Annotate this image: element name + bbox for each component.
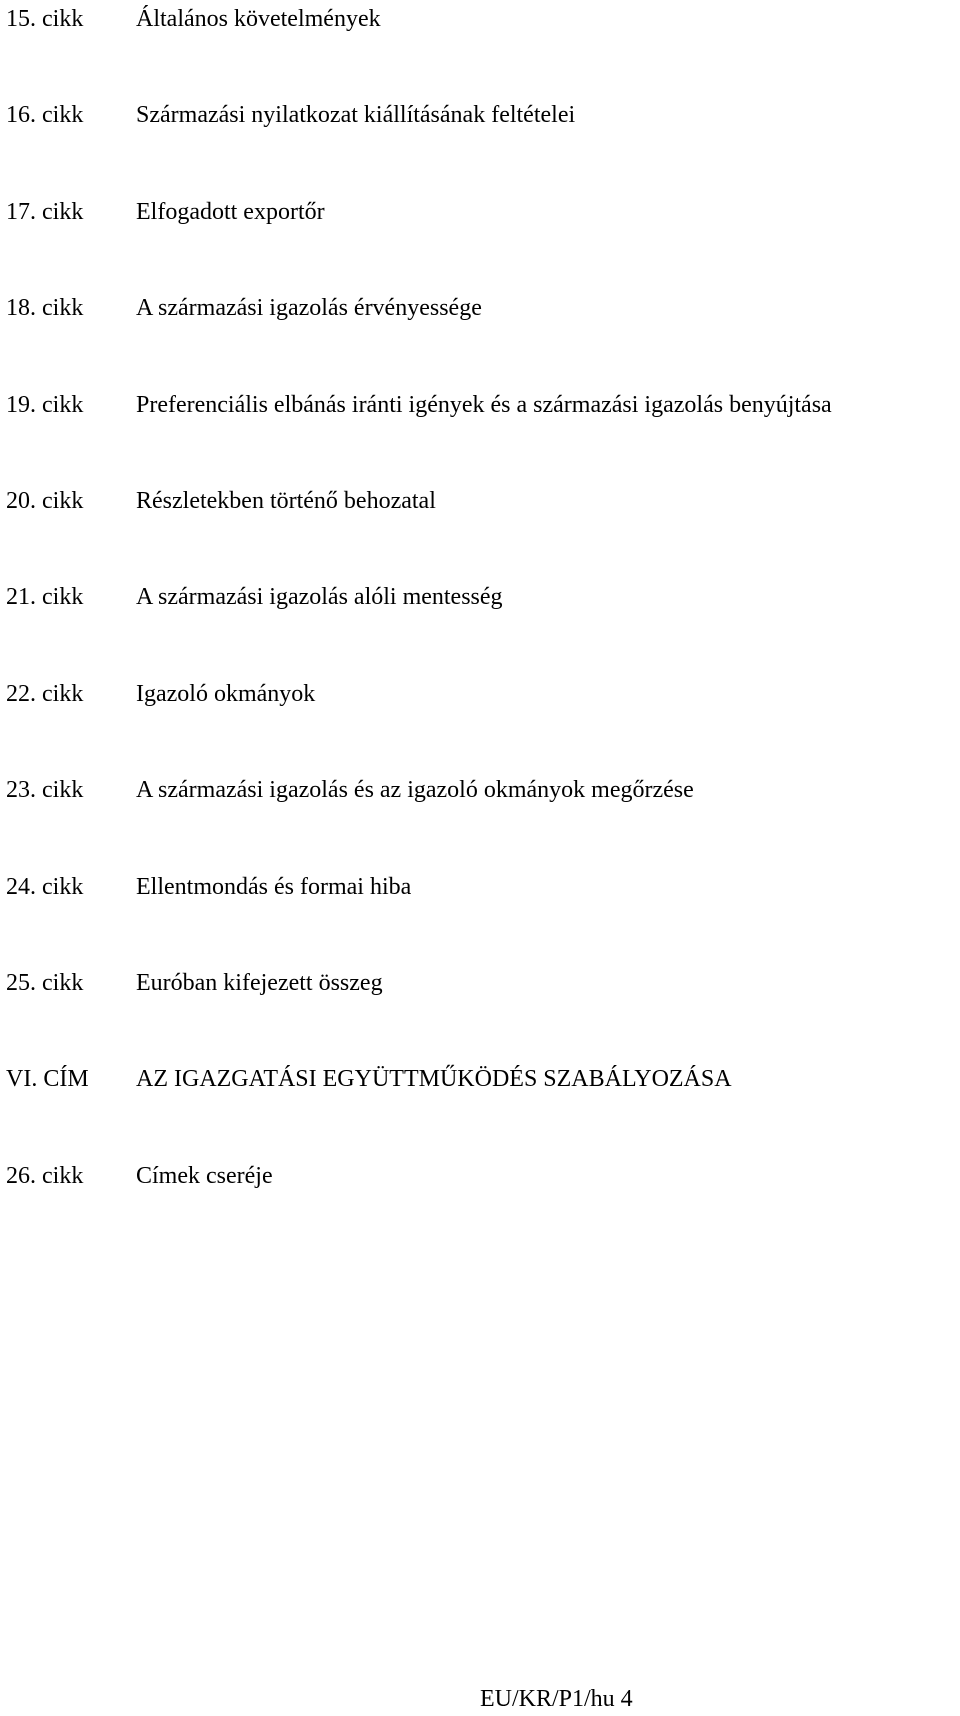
toc-row (6, 1157, 946, 1253)
toc-title: Euróban kifejezett összeg (136, 969, 383, 996)
toc-row (6, 193, 946, 289)
toc-number: 21. cikk (6, 584, 84, 611)
toc-title: A származási igazolás alóli mentesség (136, 584, 503, 611)
toc-number: 17. cikk (6, 198, 84, 225)
toc-title: Címek cseréje (136, 1162, 273, 1189)
toc-number: 15. cikk (6, 6, 84, 32)
page-footer-reference: EU/KR/P1/hu 4 (480, 1686, 633, 1712)
toc-row (6, 96, 946, 192)
toc-row (6, 386, 946, 482)
toc-title: A származási igazolás érvényessége (136, 295, 482, 322)
toc-title: Általános követelmények (136, 6, 381, 32)
toc-number: 18. cikk (6, 295, 84, 322)
toc-row (6, 964, 946, 1060)
toc-number: 26. cikk (6, 1162, 84, 1189)
toc-row (6, 482, 946, 578)
toc-number: 23. cikk (6, 777, 84, 804)
toc-row (6, 578, 946, 674)
toc-number: VI. CÍM (6, 1066, 89, 1093)
toc-row (6, 675, 946, 771)
table-of-contents (6, 0, 946, 1253)
toc-number: 16. cikk (6, 102, 84, 129)
toc-number: 24. cikk (6, 873, 84, 900)
toc-title: Elfogadott exportőr (136, 198, 325, 225)
toc-row (6, 0, 946, 96)
toc-row (6, 868, 946, 964)
toc-title: A származási igazolás és az igazoló okmányok megőrzése (136, 777, 694, 804)
toc-title: Ellentmondás és formai hiba (136, 873, 412, 900)
toc-title: AZ IGAZGATÁSI EGYÜTTMŰKÖDÉS SZABÁLYOZÁSA (136, 1066, 732, 1093)
toc-number: 20. cikk (6, 487, 84, 514)
toc-row (6, 771, 946, 867)
toc-title: Származási nyilatkozat kiállításának feltételei (136, 102, 576, 129)
toc-title: Preferenciális elbánás iránti igények és a származási igazolás benyújtása (136, 391, 832, 418)
toc-number: 22. cikk (6, 680, 84, 707)
toc-number: 25. cikk (6, 969, 84, 996)
toc-title: Igazoló okmányok (136, 680, 316, 707)
toc-title: Részletekben történő behozatal (136, 487, 436, 514)
toc-row (6, 289, 946, 385)
toc-row (6, 1060, 946, 1156)
toc-number: 19. cikk (6, 391, 84, 418)
